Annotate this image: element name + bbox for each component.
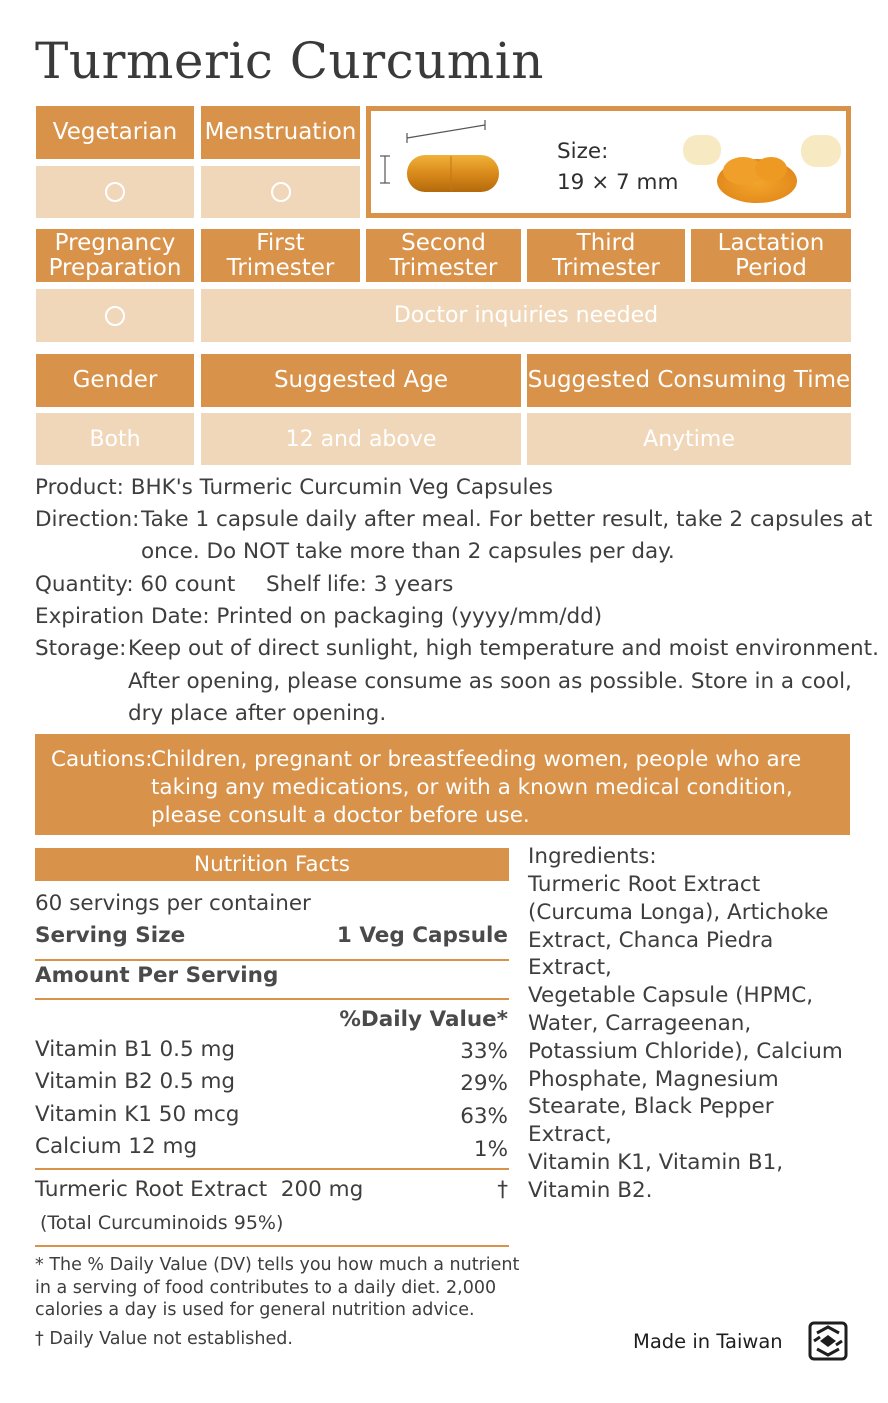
header-pregnancy-preparation: Pregnancy Preparation — [36, 229, 194, 282]
capsule-size-label: Size: — [557, 139, 609, 164]
value-pregnancy-preparation — [36, 289, 194, 342]
footnote-line-1: * The % Daily Value (DV) tells you how much a nutrient — [35, 1255, 520, 1275]
shelf-life: Shelf life: 3 years — [266, 572, 454, 597]
daily-value-header: %Daily Value* — [339, 1007, 508, 1032]
header-lactation-period: Lactation Period — [691, 229, 851, 282]
extract-name: Turmeric Root Extract 200 mg — [35, 1177, 364, 1202]
divider — [35, 1168, 509, 1170]
divider — [35, 998, 509, 1000]
storage-line-1: Keep out of direct sunlight, high temperature and moist environment. — [128, 636, 879, 661]
nutrient-name: Vitamin B2 0.5 mg — [35, 1069, 236, 1094]
value-gender: Both — [36, 413, 194, 465]
made-in-taiwan: Made in Taiwan — [633, 1330, 783, 1353]
footnote-line-4: † Daily Value not established. — [35, 1329, 293, 1349]
nutrient-name: Vitamin B1 0.5 mg — [35, 1037, 236, 1062]
storage-line-2: After opening, please consume as soon as possible. Store in a cool, — [128, 669, 852, 694]
footnote-line-2: in a serving of food contributes to a daily diet. 2,000 — [35, 1278, 497, 1298]
cautions-line-2: taking any medications, or with a known medical condition, — [151, 775, 793, 800]
header-suggested-age: Suggested Age — [201, 354, 521, 407]
header-second-trimester: Second Trimester — [366, 229, 521, 282]
suitable-circle-icon — [105, 306, 125, 326]
direction-line-2: once. Do NOT take more than 2 capsules per day. — [141, 539, 675, 564]
nutrition-facts-title: Nutrition Facts — [35, 848, 509, 881]
footnote-line-3: calories a day is used for general nutrition advice. — [35, 1300, 475, 1320]
suitable-circle-icon — [271, 182, 291, 202]
value-vegetarian — [36, 166, 194, 218]
cautions-box — [35, 734, 850, 835]
servings-per-container: 60 servings per container — [35, 891, 311, 916]
ingredients-label: Ingredients: — [528, 844, 657, 869]
expiration-date: Expiration Date: Printed on packaging (yyyy/mm/dd) — [35, 604, 603, 629]
cautions-line-3: please consult a doctor before use. — [151, 803, 530, 828]
recycle-icon — [808, 1321, 848, 1361]
header-third-trimester: Third Trimester — [527, 229, 685, 282]
serving-size-value: 1 Veg Capsule — [336, 923, 508, 948]
direction-label: Direction: — [35, 507, 140, 532]
storage-line-3: dry place after opening. — [128, 701, 387, 726]
extract-dv: † — [497, 1177, 508, 1202]
nutrient-name: Calcium 12 mg — [35, 1134, 198, 1159]
header-gender: Gender — [36, 354, 194, 407]
doctor-inquiry-note: Doctor inquiries needed — [201, 289, 851, 342]
divider — [35, 959, 509, 961]
nutrient-dv: 63% — [460, 1104, 508, 1129]
value-suggested-age: 12 and above — [201, 413, 521, 465]
extract-sub: (Total Curcuminoids 95%) — [40, 1212, 284, 1234]
divider — [35, 1245, 509, 1247]
nutrient-dv: 29% — [460, 1071, 508, 1096]
nutrient-dv: 1% — [473, 1137, 508, 1162]
cautions-label: Cautions: — [51, 747, 153, 772]
header-suggested-time: Suggested Consuming Time — [527, 354, 851, 407]
ingredients-text: Turmeric Root Extract (Curcuma Longa), Artichoke Extract, Chanca Piedra Extract, Vegetable Capsule (HPMC, Water, Carrageenan, Potassium Chloride), Calcium Phosphate, Magnesium Stearate, Black Pepper Extract, Vitamin K1, Vitamin B1, Vitamin B2. — [528, 872, 843, 1203]
suitable-circle-icon — [105, 182, 125, 202]
header-first-trimester: First Trimester — [201, 229, 360, 282]
serving-size-label: Serving Size — [35, 923, 186, 948]
value-suggested-time: Anytime — [527, 413, 851, 465]
product-line: Product: BHK's Turmeric Curcumin Veg Capsules — [35, 475, 553, 500]
value-menstruation — [201, 166, 360, 218]
nutrient-name: Vitamin K1 50 mcg — [35, 1102, 240, 1127]
header-vegetarian: Vegetarian — [36, 106, 194, 159]
capsule-size-box — [366, 106, 851, 218]
cautions-line-1: Children, pregnant or breastfeeding women, people who are — [151, 747, 802, 772]
nutrient-dv: 33% — [460, 1039, 508, 1064]
amount-per-serving: Amount Per Serving — [35, 963, 279, 988]
header-menstruation: Menstruation — [201, 106, 360, 159]
page-title: Turmeric Curcumin — [35, 32, 544, 90]
quantity: Quantity: 60 count — [35, 572, 236, 597]
direction-line-1: Take 1 capsule daily after meal. For better result, take 2 capsules at — [141, 507, 873, 532]
capsule-size-value: 19 × 7 mm — [557, 170, 679, 195]
storage-label: Storage: — [35, 636, 127, 661]
